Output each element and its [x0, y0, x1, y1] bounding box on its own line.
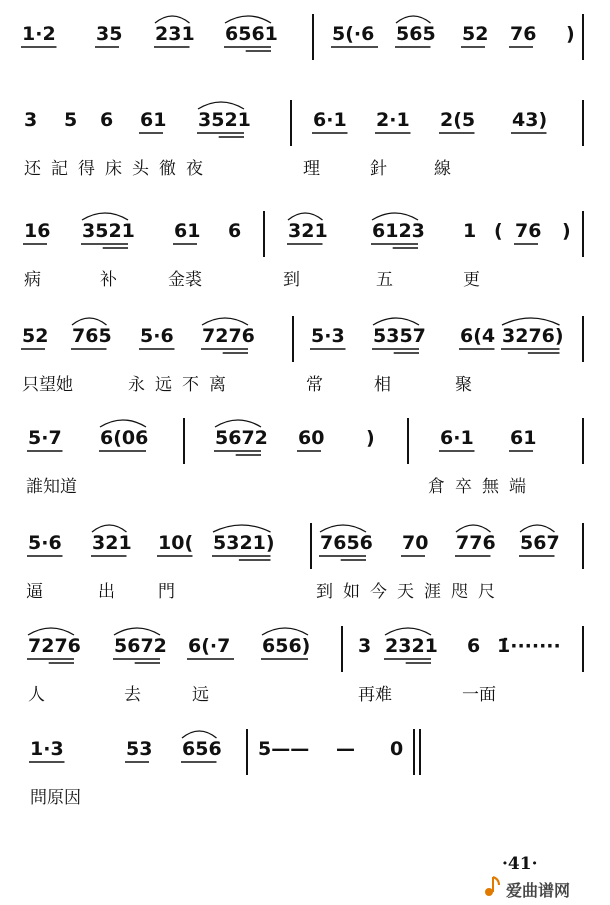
row-5	[26, 418, 583, 497]
note-group: 6	[228, 220, 242, 242]
watermark	[485, 877, 570, 900]
note-group: 2(5	[440, 109, 476, 131]
slur-mark	[225, 16, 271, 23]
watermark-text: 爱曲谱网	[506, 881, 571, 900]
note-group: 6(·7	[188, 635, 231, 657]
note-group: 776	[456, 532, 496, 554]
note-group: 70	[402, 532, 429, 554]
row-8	[29, 729, 420, 808]
note-group: 6·1	[440, 427, 474, 449]
note-group: 3521	[198, 109, 251, 131]
slur-mark	[82, 213, 128, 220]
slur-mark	[182, 731, 217, 738]
note-group: 52	[22, 325, 49, 347]
lyric-text: 人	[28, 685, 45, 705]
slur-mark	[372, 213, 418, 220]
lyric-text: 理	[303, 159, 320, 179]
lyric-text: 补	[100, 270, 117, 290]
lyric-text: 到	[283, 270, 300, 290]
row-6	[26, 523, 583, 602]
row-4	[21, 316, 583, 395]
slur-mark	[114, 628, 160, 635]
note-group: 7276	[202, 325, 255, 347]
lyric-text: 出	[98, 582, 115, 602]
lyric-text: 針	[370, 159, 387, 179]
note-group: 76	[515, 220, 542, 242]
note-group: 60	[298, 427, 325, 449]
slur-mark	[385, 628, 431, 635]
row-7	[27, 626, 583, 705]
score-rows	[21, 14, 583, 808]
note-group: 1̇·······	[497, 635, 561, 657]
note-group: 61	[174, 220, 201, 242]
lyric-text: 只望她	[22, 375, 73, 395]
slur-mark	[202, 318, 248, 325]
note-group: 76	[510, 23, 537, 45]
slur-mark	[155, 16, 190, 23]
page-number: ·41·	[502, 854, 538, 874]
note-group: 16	[24, 220, 51, 242]
lyric-text: 病	[24, 270, 41, 290]
lyric-text: 誰知道	[26, 477, 77, 497]
slur-mark	[28, 628, 74, 635]
note-group: 3	[24, 109, 38, 131]
note-group: 5·6	[140, 325, 174, 347]
note-group: 565	[396, 23, 436, 45]
lyric-text: 远	[192, 685, 209, 705]
slur-mark	[72, 318, 107, 325]
note-group: 5·3	[311, 325, 345, 347]
row-1	[21, 14, 583, 60]
slur-mark	[373, 318, 419, 325]
note-group: 5·6	[28, 532, 62, 554]
note-group: —	[336, 738, 355, 760]
note-group: 3	[358, 635, 372, 657]
lyric-text: 到如今天涯咫尺	[316, 582, 505, 602]
row-2	[24, 100, 583, 179]
note-group: 6561	[225, 23, 278, 45]
lyric-text: 聚	[455, 375, 472, 395]
note-group: 656	[182, 738, 222, 760]
slur-mark	[520, 525, 555, 532]
note-group: 61	[140, 109, 167, 131]
slur-mark	[92, 525, 127, 532]
slur-mark	[262, 628, 308, 635]
lyric-text: 再难	[358, 685, 392, 705]
row-3	[23, 211, 583, 290]
lyric-text: 金裘	[168, 270, 202, 290]
lyric-text: 还記得床头徹夜	[24, 159, 213, 179]
note-group: 5——	[258, 738, 310, 760]
note-group: 1	[463, 220, 477, 242]
note-group: 6123	[372, 220, 425, 242]
note-group: )	[566, 23, 575, 45]
note-group: 7656	[320, 532, 373, 554]
lyric-text: 問原因	[30, 788, 81, 808]
note-group: 43)	[512, 109, 548, 131]
note-group: 3521	[82, 220, 135, 242]
note-group: 52	[462, 23, 489, 45]
note-group: 5	[64, 109, 78, 131]
note-group: )	[562, 220, 571, 242]
note-group: 5(·6	[332, 23, 375, 45]
slur-mark	[320, 525, 366, 532]
lyric-text: 倉卒無端	[428, 477, 536, 497]
lyric-text: 五	[376, 270, 393, 290]
note-group: 5672	[215, 427, 268, 449]
note-group: 5·7	[28, 427, 62, 449]
slur-mark	[502, 318, 560, 325]
lyric-text: 去	[124, 685, 141, 705]
note-group: 1·2	[22, 23, 56, 45]
note-group: 1·3	[30, 738, 64, 760]
note-group: 5321)	[213, 532, 275, 554]
note-group: 3276)	[502, 325, 564, 347]
note-group: 61	[510, 427, 537, 449]
music-note-icon	[485, 877, 499, 896]
note-group: 765	[72, 325, 112, 347]
note-group: 0	[390, 738, 404, 760]
lyric-text: 一面	[462, 685, 496, 705]
note-group: 567	[520, 532, 560, 554]
note-group: )	[366, 427, 375, 449]
note-group: 10(	[158, 532, 194, 554]
note-group: 321	[288, 220, 328, 242]
note-group: 7276	[28, 635, 81, 657]
note-group: 6(4	[460, 325, 496, 347]
slur-mark	[213, 525, 271, 532]
lyric-text: 更	[463, 270, 480, 290]
note-group: 35	[96, 23, 123, 45]
lyric-text: 線	[434, 159, 451, 179]
note-group: 5357	[373, 325, 426, 347]
note-group: 2·1	[376, 109, 410, 131]
slur-mark	[215, 420, 261, 427]
slur-mark	[198, 102, 244, 109]
note-group: 6·1	[313, 109, 347, 131]
note-group: (	[494, 220, 503, 242]
note-group: 231	[155, 23, 195, 45]
slur-mark	[100, 420, 146, 427]
note-group: 6(06	[100, 427, 149, 449]
note-group: 53	[126, 738, 153, 760]
lyric-text: 門	[158, 582, 175, 602]
note-group: 6	[467, 635, 481, 657]
slur-mark	[396, 16, 431, 23]
note-group: 321	[92, 532, 132, 554]
lyric-text: 永远不离	[128, 375, 236, 395]
note-group: 5672	[114, 635, 167, 657]
lyric-text: 相	[374, 375, 391, 395]
slur-mark	[456, 525, 491, 532]
lyric-text: 逼	[26, 582, 43, 602]
note-group: 2321	[385, 635, 438, 657]
note-group: 6	[100, 109, 114, 131]
lyric-text: 常	[306, 375, 323, 395]
note-group: 656)	[262, 635, 311, 657]
slur-mark	[288, 213, 323, 220]
